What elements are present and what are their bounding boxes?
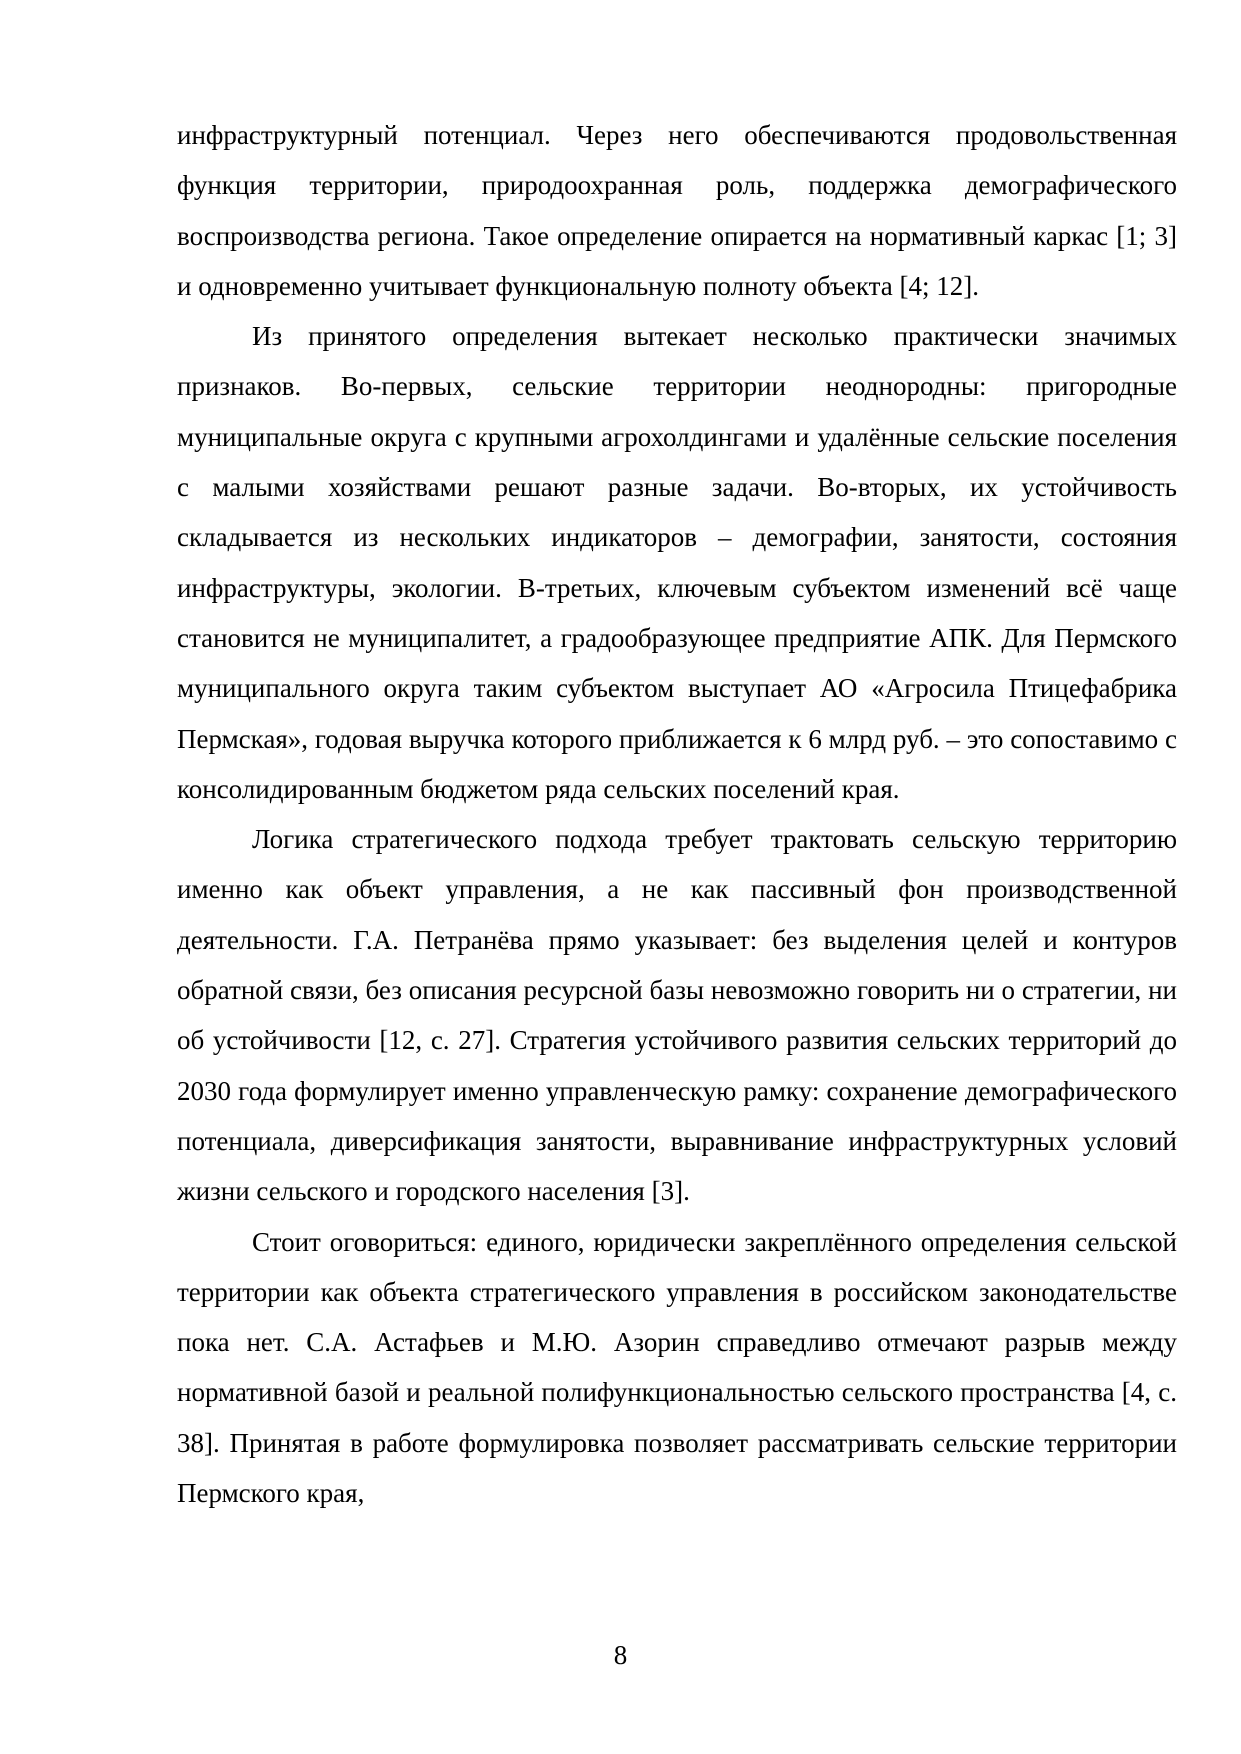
paragraph-legal-definition: Стоит оговориться: единого, юридически закреплённого определения сельской территории как объекта стратегического управления в российском законодательстве пока нет. С.А. Астафьев и М.Ю. Азорин справедливо отмечают разрыв между нормативной базой и реальной полифункциональностью сельского пространства [4, с. 38]. Принятая в работе формулировка позволяет рассматривать сельские территории Пермского края, — [177, 1226, 1177, 1509]
paragraph-characteristics: Из принятого определения вытекает несколько практически значимых признаков. Во-первых, сельские территории неоднородны: пригородные муниципальные округа с крупными агрохолдингами и удалённые сельские поселения с малыми хозяйствами решают разные задачи. Во-вторых, их устойчивость складывается из нескольких индикаторов – демографии, занятости, состояния инфраструктуры, экологии. В-третьих, ключевым субъектом изменений всё чаще становится не муниципалитет, а градообразующее предприятие АПК. Для Пермского муниципального округа таким субъектом выступает АО «Агросила Птицефабрика Пермская», годовая выручка которого приближается к 6 млрд руб. – это сопоставимо с консолидированным бюджетом ряда сельских поселений края. — [177, 321, 1177, 804]
paragraph-strategic-approach: Логика стратегического подхода требует трактовать сельскую территорию именно как объект управления, а не как пассивный фон производственной деятельности. Г.А. Петранёва прямо указывает: без выделения целей и контуров обратной связи, без описания ресурсной базы невозможно говорить ни о стратегии, ни об устойчивости [12, с. 27]. Стратегия устойчивого развития сельских территорий до 2030 года формулирует именно управленческую рамку: сохранение демографического потенциала, диверсификация занятости, выравнивание инфраструктурных условий жизни сельского и городского населения [3]. — [177, 824, 1177, 1207]
page-number: 8 — [613, 1640, 628, 1670]
document-body — [177, 110, 1177, 1518]
paragraph-continuation: инфраструктурный потенциал. Через него обеспечиваются продовольственная функция территории, природоохранная роль, поддержка демографического воспроизводства региона. Такое определение опирается на нормативный каркас [1; 3] и одновременно учитывает функциональную полноту объекта [4; 12]. — [177, 120, 1177, 301]
